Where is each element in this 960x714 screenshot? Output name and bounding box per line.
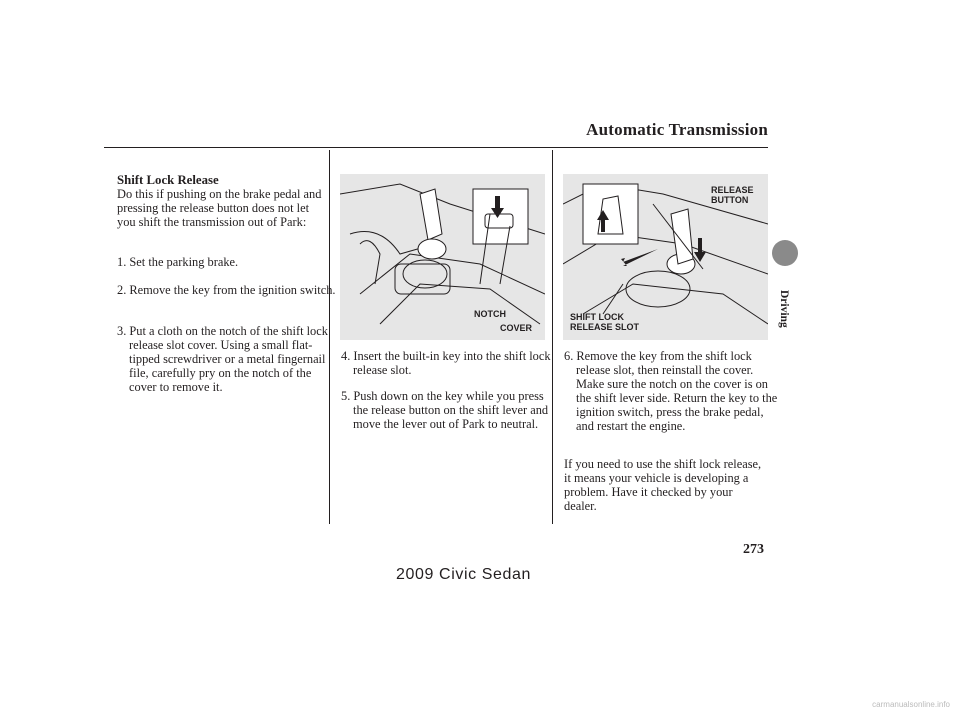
step-6: [564, 349, 781, 434]
figure-cover-removal: [340, 174, 545, 340]
callout-release-line-1: RELEASE: [711, 185, 754, 195]
callout-notch: NOTCH: [474, 309, 506, 319]
down-arrow-icon: [694, 238, 706, 262]
step-text: Put a cloth on the notch of the shift lock release slot cover. Using a small flat-tipped screwdriver or a metal fingernail file, carefully pry on the notch of the cover to remove it.: [129, 324, 328, 395]
step-3: [117, 324, 339, 394]
step-text: Remove the key from the ignition switch.: [129, 283, 336, 297]
step-text: Remove the key from the shift lock release slot, then reinstall the cover. Make sure the notch on the cover is on the shift lever side. Return the key to the ignition switch, press the brake pedal, and restart the engine.: [576, 349, 778, 434]
callout-release-line-2: BUTTON: [711, 194, 749, 205]
title-rule: [104, 147, 768, 148]
step-text: Insert the built-in key into the shift lock release slot.: [353, 349, 551, 378]
closing-paragraph: If you need to use the shift lock release, it means your vehicle is developing a problem. Have it checked by your dealer.: [564, 457, 762, 514]
side-tab-label: Driving: [778, 290, 790, 328]
callout-shift-lock-slot: [570, 313, 639, 332]
step-number: 4.: [341, 349, 354, 363]
shift-console-illustration-1: [340, 174, 545, 340]
step-number: 1.: [117, 255, 130, 269]
step-4: [341, 349, 558, 377]
step-number: 2.: [117, 283, 130, 297]
intro-paragraph: Do this if pushing on the brake pedal and pressing the release button does not let you shift the transmission out of Park:: [117, 187, 322, 230]
step-2: [117, 283, 339, 297]
section-tab-dot: [772, 240, 798, 266]
figure-shift-lock-release: [563, 174, 768, 340]
step-text: Push down on the key while you press the release button on the shift lever and move the lever out of Park to neutral.: [353, 389, 549, 432]
callout-cover: COVER: [500, 323, 533, 333]
page-number: 273: [743, 542, 764, 557]
step-1: [117, 255, 339, 269]
step-number: 6.: [564, 349, 577, 363]
step-number: 5.: [341, 389, 354, 403]
left-arrow-icon: [621, 249, 658, 266]
watermark: carmanualsonline.info: [872, 700, 950, 709]
model-footer: 2009 Civic Sedan: [396, 566, 532, 583]
callout-slot-line-2: RELEASE SLOT: [570, 321, 640, 332]
column-divider-2: [552, 150, 553, 524]
step-5: [341, 389, 558, 431]
callout-release-button: [711, 186, 754, 205]
step-number: 3.: [117, 324, 130, 338]
page-title: Automatic Transmission: [586, 120, 768, 139]
callout-slot-line-1: SHIFT LOCK: [570, 312, 624, 322]
section-heading: Shift Lock Release: [117, 173, 219, 187]
step-text: Set the parking brake.: [129, 255, 239, 269]
